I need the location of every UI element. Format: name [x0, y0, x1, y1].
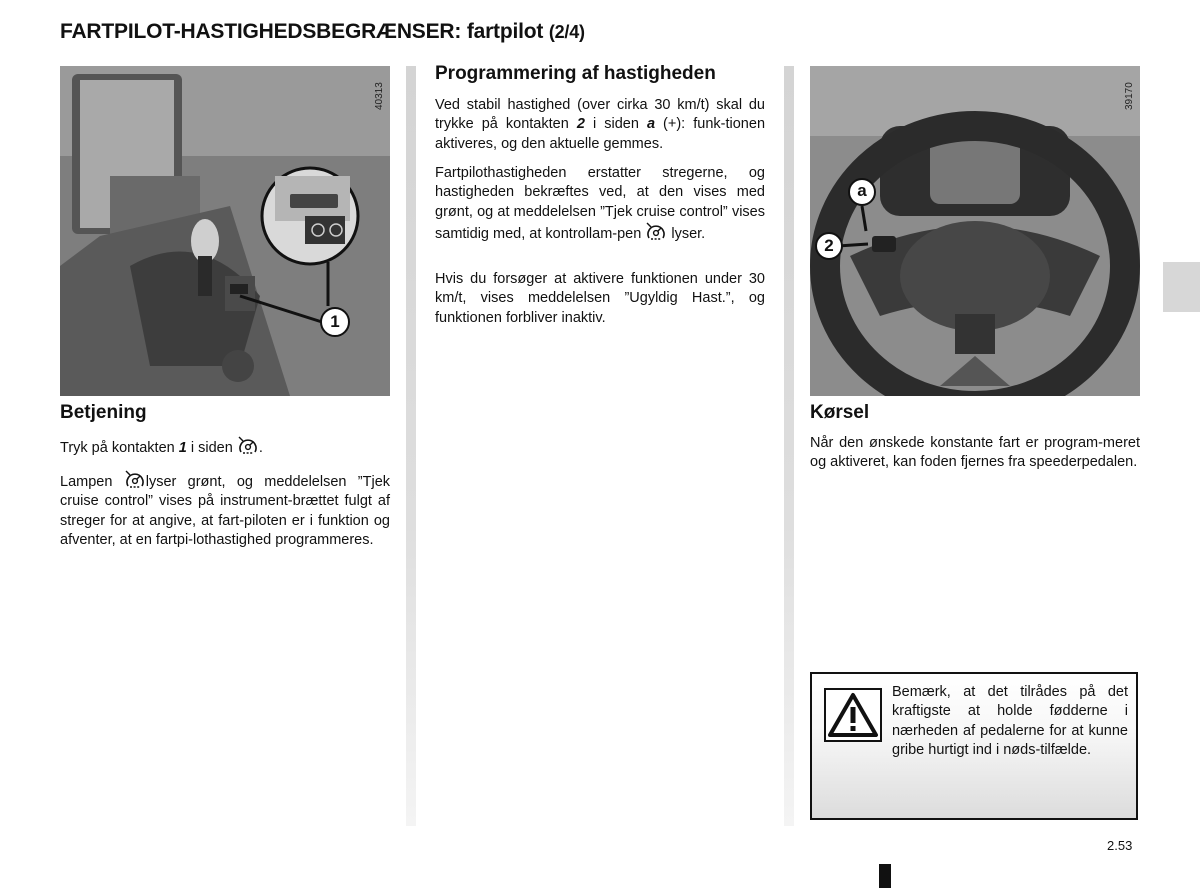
section-heading-korsel: Kørsel — [810, 402, 870, 423]
section-heading-programmering: Programmering af hastigheden — [435, 63, 716, 84]
chapter-tab — [1163, 262, 1200, 312]
page-edge-marker — [879, 864, 891, 888]
paragraph-korsel: Når den ønskede konstante fart er program-meret og aktiveret, kan foden fjernes fra speederpedalen. — [810, 435, 1140, 471]
cruise-control-icon — [645, 222, 667, 242]
cruise-control-icon — [237, 436, 259, 456]
callout-1: 1 — [330, 312, 340, 331]
switch-reference: 1 — [178, 440, 187, 456]
paragraph-betjening-1: Tryk på kontakten 1 i siden . — [60, 436, 390, 458]
callout-a: a — [857, 181, 867, 200]
cruise-control-icon — [124, 470, 146, 490]
title-page-indicator: (2/4) — [548, 22, 585, 42]
side-reference: a — [646, 116, 656, 133]
paragraph-programmering-3: Hvis du forsøger at aktivere funktionen under 30 km/t, vises meddelelsen ”Ugyldig Hast.”, og funktionen forbliver inaktiv. — [435, 271, 765, 326]
steering-wheel-photo — [810, 66, 1140, 396]
photo-reference-number: 39170 — [1124, 82, 1135, 110]
section-heading-betjening: Betjening — [60, 402, 147, 423]
warning-box — [810, 672, 1138, 820]
paragraph-betjening-2: Lampen lyser grønt, og meddelelsen ”Tjek cruise control” vises på instrument-brættet fulgt af streger for at angive, at fart-piloten er i funktion og afventer, at en fartpi-lothastighed programmeres. — [60, 470, 390, 550]
column-separator-left — [406, 66, 416, 826]
switch-reference: 2 — [576, 116, 585, 133]
photo-reference-number: 40313 — [374, 82, 385, 110]
paragraph-programmering-2: Fartpilothastigheden erstatter stregerne, og hastigheden bekræftes ved, at den vises med grønt, og at meddelelsen ”Tjek cruise control” vises samtidig med, at kontrollam-pen lyser. — [435, 165, 765, 242]
callout-2: 2 — [824, 236, 834, 255]
paragraph-programmering-1: Ved stabil hastighed (over cirka 30 km/t) skal du trykke på kontakten 2 i siden a (+): funk-tionen aktiveres, og den aktuelle gemmes. — [435, 97, 766, 152]
page-number: 2.53 — [1107, 838, 1133, 853]
console-photo — [60, 66, 390, 396]
column-separator-right — [784, 66, 794, 826]
title-text: FARTPILOT-HASTIGHEDSBEGRÆNSER: fartpilot — [60, 20, 544, 43]
page-title — [60, 20, 585, 44]
warning-text: Bemærk, at det tilrådes på det kraftigste at holde fødderne i nærheden af pedalerne for at kunne gribe hurtigt ind i nøds-tilfælde. — [892, 684, 1128, 758]
